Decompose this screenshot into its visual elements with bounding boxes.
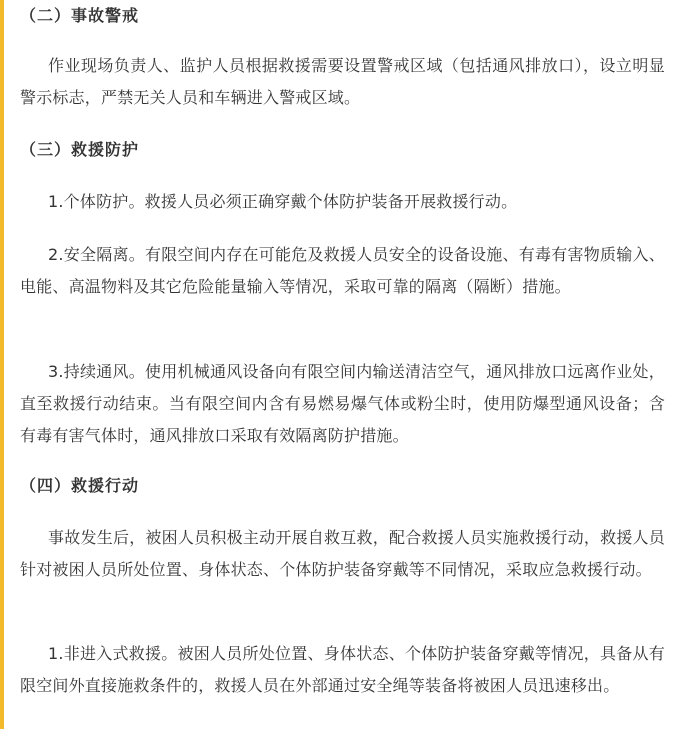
paragraph-continuous-ventilation: 3.持续通风。使用机械通风设备向有限空间内输送清洁空气，通风排放口远离作业处，直至救援行动结束。当有限空间内含有易燃易爆气体或粉尘时，使用防爆型通风设备；含有毒有害气体时，通风排放口采取有效隔离防护措施。 <box>20 362 665 445</box>
section-heading-rescue-protection: （三）救援防护 <box>20 140 140 159</box>
paragraph-alert-zone: 作业现场负责人、监护人员根据救援需要设置警戒区域（包括通风排放口），设立明显警示标志，严禁无关人员和车辆进入警戒区域。 <box>20 56 665 107</box>
paragraph-safety-isolation: 2.安全隔离。有限空间内存在可能危及救援人员安全的设备设施、有毒有害物质输入、电能、高温物料及其它危险能量输入等情况，采取可靠的隔离（隔断）措施。 <box>20 245 665 296</box>
left-accent-bar <box>0 0 4 729</box>
section-heading-rescue-action: （四）救援行动 <box>20 476 140 495</box>
paragraph-personal-protection: 1.个体防护。救援人员必须正确穿戴个体防护装备开展救援行动。 <box>48 192 518 211</box>
section-heading-incident-alert: （二）事故警戒 <box>20 6 140 25</box>
paragraph-non-entry-rescue: 1.非进入式救援。被困人员所处位置、身体状态、个体防护装备穿戴等情况，具备从有限空间外直接施救条件的，救援人员在外部通过安全绳等装备将被困人员迅速移出。 <box>20 644 665 695</box>
paragraph-self-rescue: 事故发生后，被困人员积极主动开展自救互救，配合救援人员实施救援行动，救援人员针对被困人员所处位置、身体状态、个体防护装备穿戴等不同情况，采取应急救援行动。 <box>20 528 665 579</box>
